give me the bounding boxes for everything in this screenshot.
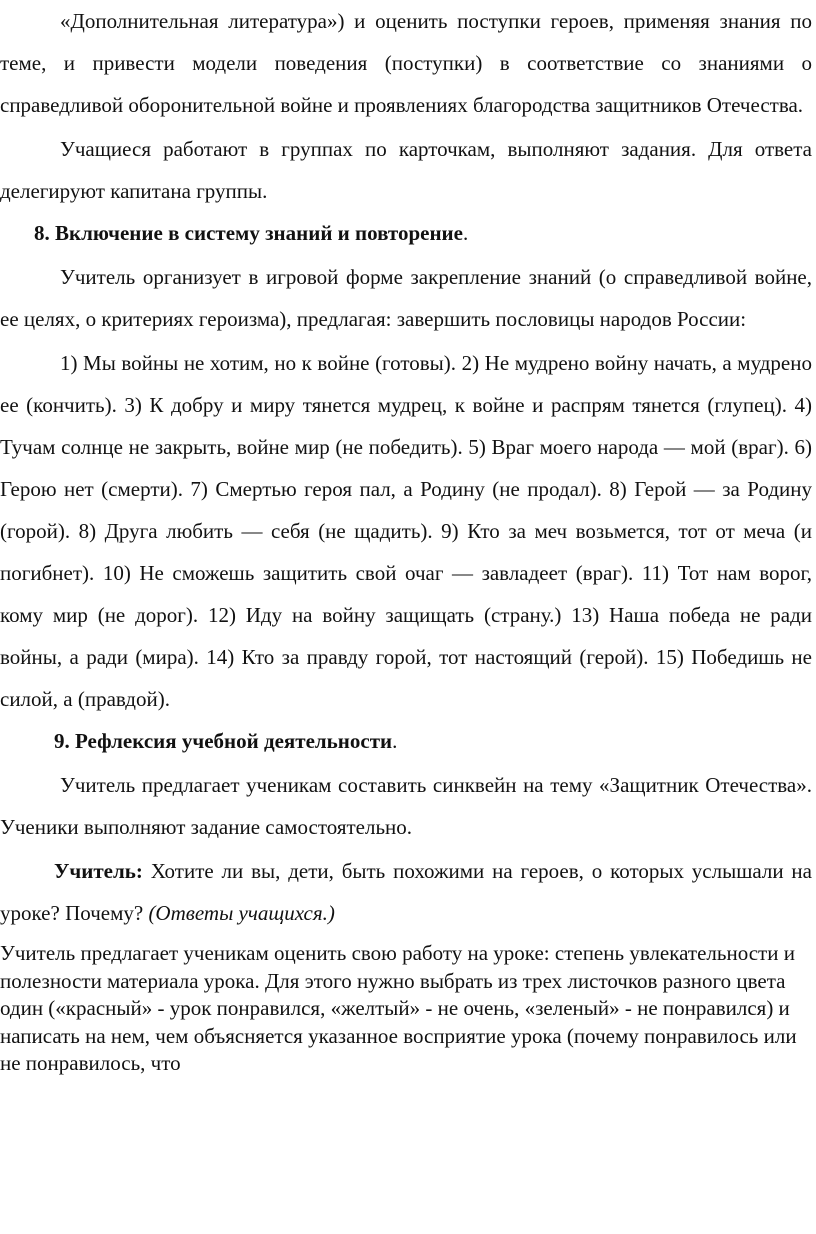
students-answers-note: (Ответы учащихся.) bbox=[148, 901, 335, 925]
paragraph-intro: «Дополнительная литература») и оценить поступки героев, применяя знания по теме, и привести модели поведения (поступки) в соответствие со знаниями о справедливой оборонительной войне и проявлениях благородства защитников Отечества. bbox=[0, 9, 812, 117]
section-heading-8-period: . bbox=[462, 221, 469, 245]
paragraph-sinkwain: Учитель предлагает ученикам составить синквейн на тему «Защитник Отечества». Ученики выполняют задание самостоятельно. bbox=[0, 773, 812, 839]
paragraph-group-work: Учащиеся работают в группах по карточкам, выполняют задания. Для ответа делегируют капитана группы. bbox=[0, 137, 812, 203]
section-heading-9 bbox=[0, 720, 812, 762]
section-heading-9-title: 9. Рефлексия учебной деятельности bbox=[54, 729, 393, 753]
section-heading-9-period: . bbox=[392, 729, 398, 753]
teacher-question-text: Хотите ли вы, дети, быть похожими на героев, о которых услышали на уроке? Почему? bbox=[0, 859, 812, 925]
paragraph-proverbs: 1) Мы войны не хотим, но к войне (готовы). 2) Не мудрено войну начать, а мудрено ее (кончить). 3) К добру и миру тянется мудрец, к войне и распрям тянется (глупец). 4) Тучам солнце не закрыть, войне мир (не победить). 5) Враг моего народа — мой (враг). 6) Герою нет (смерти). 7) Смертью героя пал, а Родину (не продал). 8) Герой — за Родину (горой). 8) Друга любить — себя (не щадить). 9) Кто за меч возьмется, тот от меча (и погибнет). 10) Не сможешь защитить свой очаг — завладеет (враг). 11) Тот нам ворог, кому мир (не дорог). 12) Иду на войну защищать (страну.) 13) Наша победа не ради войны, а ради (мира). 14) Кто за правду горой, тот настоящий (герой). 15) Победишь не силой, а (правдой). bbox=[0, 351, 812, 711]
teacher-label: Учитель: bbox=[54, 859, 143, 883]
section-heading-8-title: 8. Включение в систему знаний и повторение bbox=[34, 221, 463, 245]
paragraph-teacher-question bbox=[0, 850, 812, 934]
section-heading-8 bbox=[0, 212, 812, 254]
paragraph-self-assessment: Учитель предлагает ученикам оценить свою работу на уроке: степень увлекательности и полезности материала урока. Для этого нужно выбрать из трех листочков разного цвета один («красный» - урок понравился, «желтый» - не очень, «зеленый» - не понравился) и написать на нем, чем объясняется указанное восприятие урока (почему понравилось или не понравилось, что bbox=[0, 941, 797, 1075]
paragraph-game-form: Учитель организует в игровой форме закрепление знаний (о справедливой войне, ее целях, о критериях героизма), предлагая: завершить пословицы народов России: bbox=[0, 265, 812, 331]
